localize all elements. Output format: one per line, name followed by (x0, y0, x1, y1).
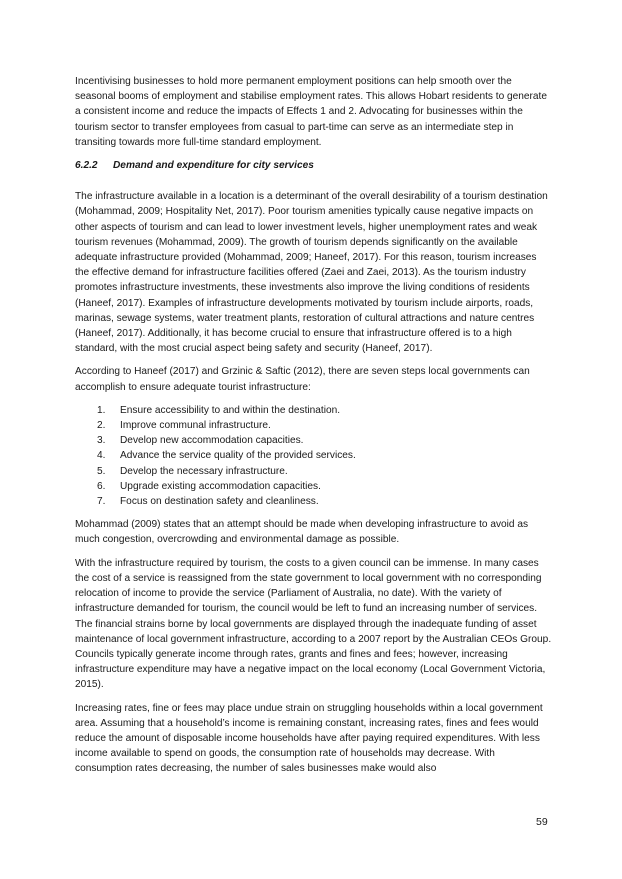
paragraph-congestion: Mohammad (2009) states that an attempt should be made when developing infrastructure to avoid as much congestion, overcrowding and environmental damage as possible. (75, 519, 529, 546)
list-item-text: Develop the necessary infrastructure. (120, 465, 288, 477)
paragraph-infrastructure: The infrastructure available in a location is a determinant of the overall desirability of a tourism destination (Mohammad, 2009; Hospitality Net, 2017). Poor tourism amenities typically cause negative impacts on other aspects of tourism and can lead to lower investment levels, higher unemployment rates and weak tourism revenues (Mohammad, 2009). The growth of tourism depends significantly on the available adequate infrastructure provided (Mohammad, 2009; Haneef, 2017). For this reason, tourism increases the effective demand for infrastructure facilities offered (Zaei and Zaei, 2013). As the tourism industry promotes infrastructure investments, these investments also improve the living conditions of residents (Haneef, 2017). Examples of infrastructure developments motivated by tourism include airports, roads, marinas, sewage systems, water treatment plants, restoration of cultural attractions and nature centres (Haneef, 2017). Additionally, it has become crucial to ensure that infrastructure offered is to a high standard, with the most crucial aspect being safety and security (Haneef, 2017). (75, 191, 548, 355)
list-item-text: Ensure accessibility to and within the destination. (120, 404, 341, 416)
list-item-text: Focus on destination safety and cleanliness. (120, 496, 319, 508)
section-number: 6.2.2 (75, 160, 98, 172)
paragraph-steps-intro: According to Haneef (2017) and Grzinic & Saftic (2012), there are seven steps local governments can accomplish to ensure adequate tourist infrastructure: (75, 366, 530, 393)
paragraph-rates: Increasing rates, fine or fees may place undue strain on struggling households within a local government area. Assuming that a household’s income is remaining constant, increasing rates, fines and fees would reduce the amount of disposable income households have after paying required expenditures. With less income available to spend on goods, the consumption rate of households may decrease. With consumption rates decreasing, the number of sales businesses make would also (75, 702, 543, 775)
list-item (75, 464, 553, 479)
list-item (75, 433, 553, 448)
list-item (75, 479, 553, 494)
list-item-number: 7. (97, 496, 106, 508)
section-heading (75, 158, 553, 173)
list-item (75, 403, 553, 418)
list-item-number: 6. (97, 480, 106, 492)
paragraph-costs: With the infrastructure required by tourism, the costs to a given council can be immense. In many cases the cost of a service is reassigned from the state government to local government with no corresponding relocation of income to provide the service (Parliament of Australia, no date). With the variety of infrastructure demanded for tourism, the council would be left to fund an increasing number of services. The financial strains borne by local governments are displayed through the inadequate funding of asset maintenance of local government infrastructure, according to a 2007 report by the Australian CEOs Group. Councils typically generate income through rates, grants and fines and fees; however, increasing infrastructure expenditure may have a negative impact on the local economy (Local Government Victoria, 2015). (75, 557, 552, 691)
list-item-text: Improve communal infrastructure. (120, 420, 271, 432)
list-item-text: Upgrade existing accommodation capacities. (120, 480, 321, 492)
list-item (75, 448, 553, 463)
list-item-number: 4. (97, 450, 106, 462)
list-item-number: 5. (97, 465, 106, 477)
list-item-number: 1. (97, 404, 106, 416)
page-body (75, 74, 553, 785)
list-item (75, 494, 553, 509)
page-number: 59 (536, 816, 548, 828)
section-title: Demand and expenditure for city services (113, 160, 314, 172)
paragraph-intro: Incentivising businesses to hold more permanent employment positions can help smooth over the seasonal booms of employment and stabilise employment rates. This allows Hobart residents to generate a consistent income and reduce the impacts of Effects 1 and 2. Advocating for businesses within the tourism sector to transfer employees from casual to part-time can serve as an intermediate step in transiting towards more full-time standard employment. (75, 76, 547, 148)
steps-list (75, 403, 553, 509)
list-item-number: 2. (97, 420, 106, 432)
list-item-number: 3. (97, 435, 106, 447)
list-item (75, 418, 553, 433)
list-item-text: Advance the service quality of the provided services. (120, 450, 356, 462)
list-item-text: Develop new accommodation capacities. (120, 435, 304, 447)
